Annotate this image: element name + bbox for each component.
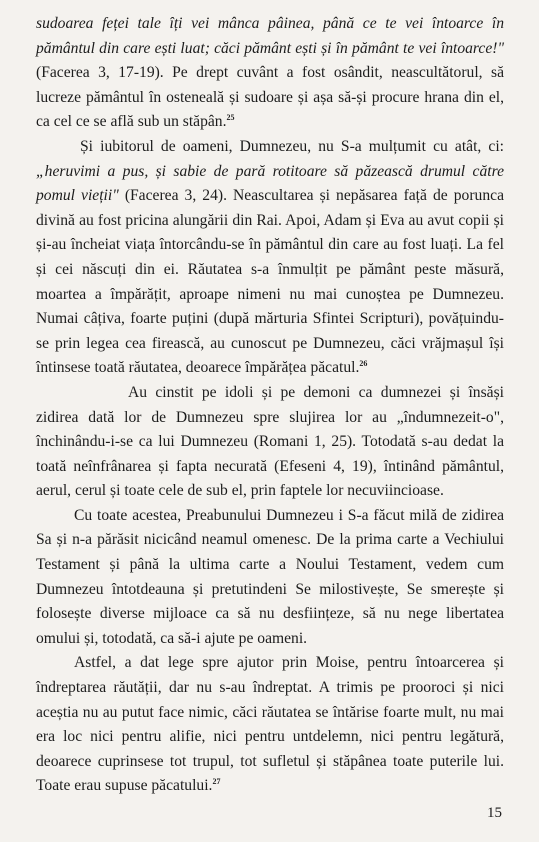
paragraph [36, 381, 504, 504]
paragraph [36, 135, 504, 381]
paragraph [36, 504, 504, 652]
paragraph [36, 651, 504, 799]
text-run: (Facerea 3, 17-19). Pe drept cuvânt a fost osândit, neascultătorul, să lucreze pământul în osteneală și sudoare și așa să-și procure hrana din el, ca cel ce se află sub un stăpân. [36, 64, 504, 131]
page-number: 15 [487, 805, 502, 821]
text-run: Și iubitorul de oameni, Dumnezeu, nu S-a mulțumit cu atât, ci: [80, 137, 504, 155]
text-run: Au cinstit pe idoli și pe demoni ca dumnezei și însăși zidirea dată lor de Dumnezeu spre slujirea lor au „îndumnezeit-o", închinându-i-se ca lui Dumnezeu (Romani 1, 25). Totodată s-au dedat la toată neînfrânarea și fapta necurată (Efeseni 4, 19), întinând pământul, aerul, cerul și toate cele de sub el, prin faptele lor necuviincioase. [36, 383, 504, 500]
italic-quote: sudoarea feței tale îți vei mânca pâinea, până ce te vei întoarce în pământul din care ești luat; căci pământ ești și în pământ te vei întoarce!" [36, 15, 504, 57]
text-run: Astfel, a dat lege spre ajutor prin Moise, pentru întoarcerea și îndreptarea răutății, dar nu s-au îndreptat. A trimis pe prooroci și nici aceștia nu au putut face nimic, căci răutatea se întărise foarte mult, nu mai era loc nici pentru alifie, nici pentru untdelemn, nici pentru legătură, deoarece cuprinsese tot trupul, tot sufletul și stăpânea toate puterile lui. Toate erau supuse păcatului. [36, 654, 504, 795]
footnote-ref: 26 [359, 359, 368, 369]
italic-quote: „heruvimi a pus, și sabie de pară rotitoare să păzească drumul către pomul vieții" [36, 162, 504, 205]
page-text [36, 12, 504, 799]
paragraph [36, 12, 504, 135]
text-run: (Facerea 3, 24). Neascultarea și nepăsarea față de porunca divină au fost pricina alungării din Rai. Apoi, Adam și Eva au avut copii și și-au încheiat viața întorcându-se în pământul din care au fost luați. La fel și cei născuți din ei. Răutatea s-a înmulțit pe pământ peste măsură, moartea a împărățit, aproape nimeni nu mai cunoștea pe Dumnezeu. Numai câțiva, foarte puțini (după mărturia Sfintei Scripturi), povățuindu-se prin legea cea firească, au cunoscut pe Dumnezeu, căci vrăjmașul își întinsese toată răutatea, deoarece împărățea păcatul. [36, 187, 504, 377]
text-run: Cu toate acestea, Preabunului Dumnezeu i S-a făcut milă de zidirea Sa și n-a părăsit nicicând neamul omenesc. De la prima carte a Vechiului Testament și până la ultima carte a Noului Testament, vedem cum Dumnezeu întotdeauna și pretutindeni Se milostivește, Se smerește și folosește diverse mijloace ca să nu desființeze, să nu nege libertatea omului și, totodată, ca să-i ajute pe oameni. [36, 506, 504, 647]
footnote-ref: 27 [212, 777, 221, 787]
footnote-ref: 25 [226, 113, 235, 123]
